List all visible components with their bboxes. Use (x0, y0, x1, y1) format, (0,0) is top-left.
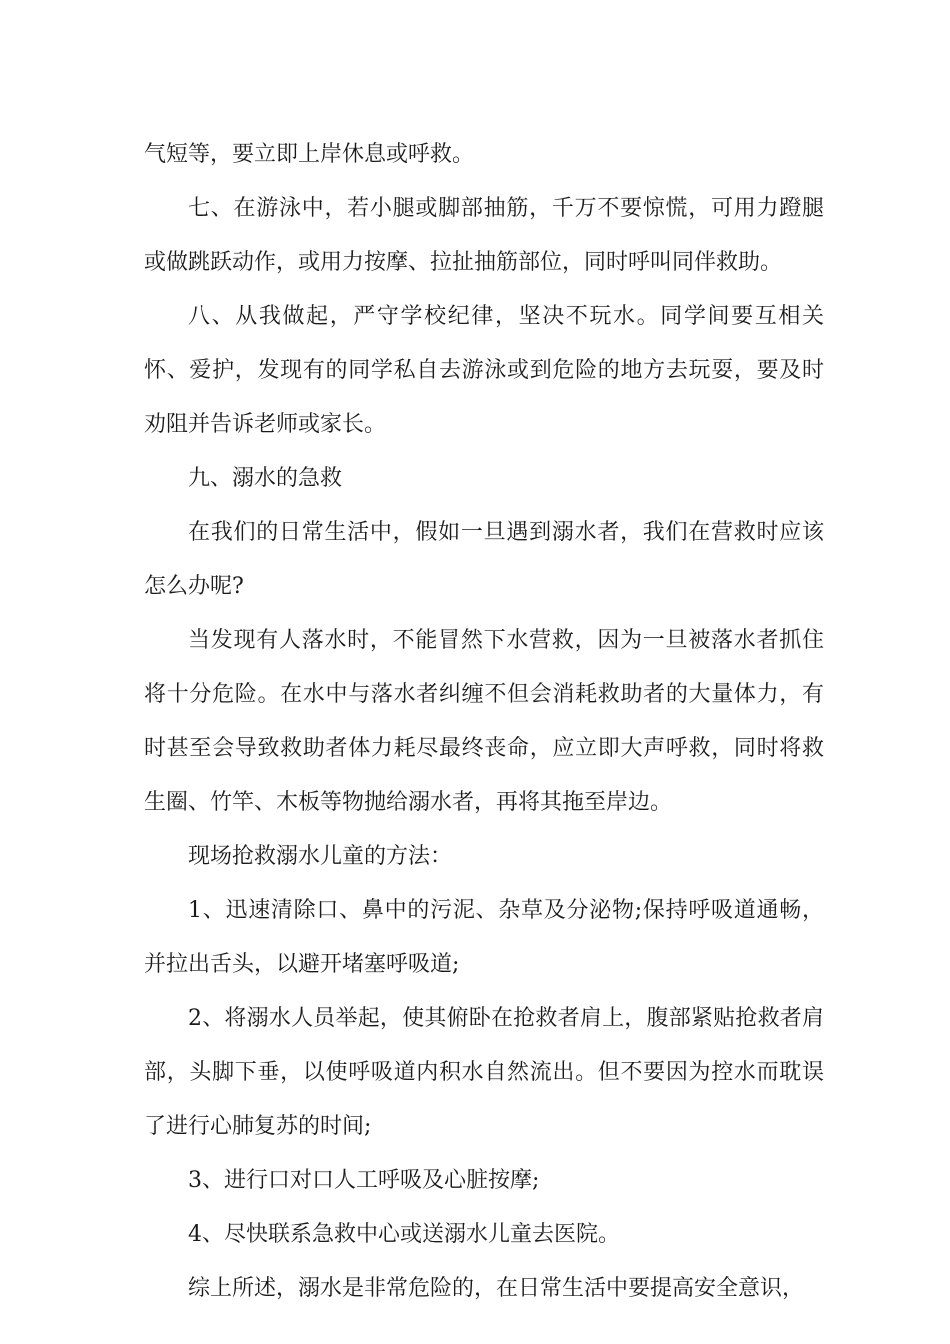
list-item-1: 1、迅速清除口、鼻中的污泥、杂草及分泌物;保持呼吸道通畅，并拉出舌头，以避开堵塞呼吸道; (144, 898, 824, 977)
section-heading-first-aid: 九、溺水的急救 (188, 466, 343, 491)
paragraph-methods-heading: 现场抢救溺水儿童的方法： (188, 844, 453, 869)
list-item-3: 3、进行口对口人工呼吸及心脏按摩; (188, 1168, 540, 1193)
paragraph-continuation: 气短等，要立即上岸休息或呼救。 (144, 142, 475, 167)
paragraph-question: 在我们的日常生活中，假如一旦遇到溺水者，我们在营救时应该怎么办呢? (144, 520, 824, 599)
paragraph-summary: 综上所述，溺水是非常危险的，在日常生活中要提高安全意识， (188, 1276, 805, 1301)
list-item-4: 4、尽快联系急救中心或送溺水儿童去医院。 (188, 1222, 620, 1247)
list-item-2: 2、将溺水人员举起，使其俯卧在抢救者肩上，腹部紧贴抢救者肩部，头脚下垂，以使呼吸道内积水自然流出。但不要因为控水而耽误了进行心肺复苏的时间; (144, 1006, 824, 1139)
paragraph-item-7: 七、在游泳中，若小腿或脚部抽筋，千万不要惊慌，可用力蹬腿或做跳跃动作，或用力按摩、拉扯抽筋部位，同时呼叫同伴救助。 (144, 196, 824, 275)
paragraph-item-8: 八、从我做起，严守学校纪律，坚决不玩水。同学间要互相关怀、爱护，发现有的同学私自去游泳或到危险的地方去玩耍，要及时劝阻并告诉老师或家长。 (144, 304, 824, 437)
document-body (144, 128, 824, 1316)
paragraph-rescue-advice: 当发现有人落水时，不能冒然下水营救，因为一旦被落水者抓住将十分危险。在水中与落水者纠缠不但会消耗救助者的大量体力，有时甚至会导致救助者体力耗尽最终丧命，应立即大声呼救，同时将救生圈、竹竿、木板等物抛给溺水者，再将其拖至岸边。 (144, 628, 824, 815)
